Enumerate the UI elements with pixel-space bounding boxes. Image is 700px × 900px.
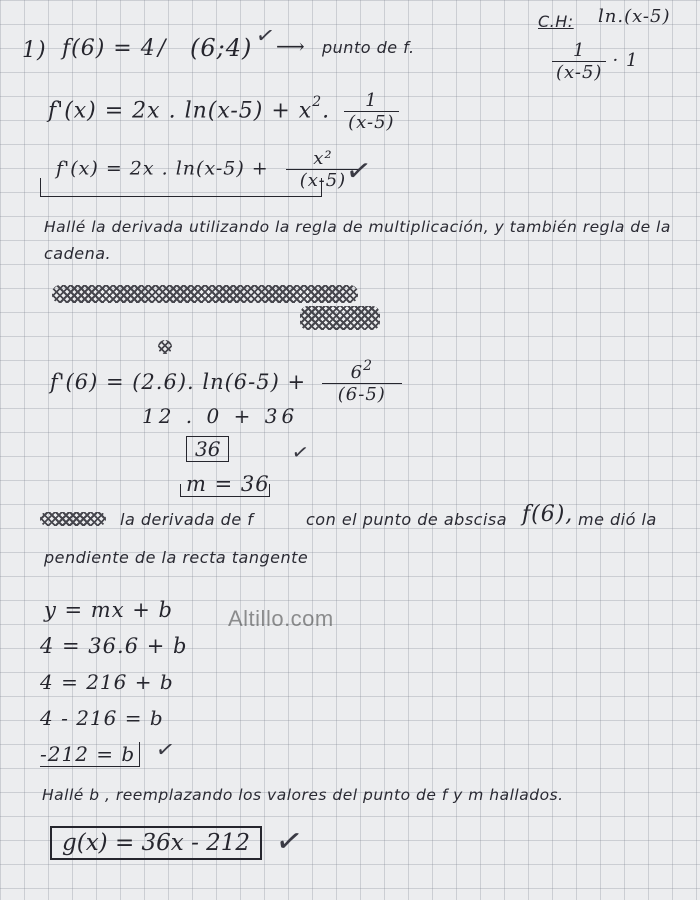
eval-num	[322, 358, 402, 384]
explanation-2-line-1c: f(6),	[522, 502, 574, 527]
scribble-mark	[300, 306, 380, 330]
explanation-2-line-1a: la derivada de f	[120, 510, 254, 529]
explanation-3: Hallé b , reemplazando los valores del punto de f y m hallados.	[42, 786, 564, 804]
explanation-1-line-1: Hallé la derivada utilizando la regla de multiplicación, y también regla de la	[44, 218, 671, 236]
derivative1-den: (x-5)	[348, 112, 395, 133]
f6-value: f(6) = 4	[62, 36, 156, 61]
equation-line: 4 = 216 + b	[40, 670, 174, 694]
equation-line: 4 = 36.6 + b	[40, 634, 188, 658]
derivative-line-1	[48, 90, 399, 133]
derivative1-lhs: f'(x) = 2x . ln(x-5) + x	[48, 98, 313, 124]
check-icon: ✓	[253, 22, 277, 51]
eval-terms: 12 . 0 + 36	[142, 404, 299, 428]
watermark-logo: Altillo.com	[228, 606, 334, 631]
check-icon: ✓	[343, 152, 374, 191]
eval-lhs: f'(6) = (2.6). ln(6-5) +	[50, 370, 307, 394]
eval-den: (6-5)	[337, 384, 386, 405]
derivative1-exp: 2	[312, 93, 323, 110]
item-number: 1)	[22, 38, 47, 63]
point-note: punto de f.	[322, 38, 415, 57]
header-fraction	[546, 40, 638, 83]
header-frac-num: 1	[552, 40, 606, 62]
derivative1-num: 1	[344, 90, 398, 112]
arrow-icon: ⟶	[276, 34, 306, 58]
evaluation-line	[50, 358, 402, 405]
separator-slash: /	[158, 36, 167, 61]
scribble-mark	[158, 340, 172, 354]
scribble-mark	[40, 512, 106, 526]
explanation-2-line-1b: con el punto de abscisa	[306, 510, 508, 529]
final-answer: g(x) = 36x - 212	[50, 826, 262, 860]
explanation-2-line-2: pendiente de la recta tangente	[44, 548, 309, 567]
scribble-mark	[52, 285, 358, 303]
check-icon: ✓	[272, 819, 306, 863]
derivative-bracket	[40, 178, 322, 197]
header-label: C.H:	[538, 12, 574, 31]
check-icon: ✓	[153, 736, 177, 765]
derivative2-den: (x-5)	[299, 170, 347, 191]
explanation-2-line-1d: me dió la	[578, 510, 657, 529]
eval-num-base: 6	[350, 362, 364, 383]
derivative2-num: x²	[286, 148, 360, 170]
header-expr: ln.(x-5)	[598, 6, 671, 27]
point-coordinates: (6;4)	[190, 34, 253, 62]
header-frac-den: (x-5)	[556, 62, 603, 83]
boxed-value: 36	[186, 436, 229, 462]
header-times: · 1	[612, 50, 639, 71]
eval-num-exp: 2	[363, 358, 373, 374]
slope-bracket	[180, 484, 270, 497]
derivative1-dot: .	[322, 98, 331, 124]
equation-line: 4 - 216 = b	[40, 706, 164, 730]
check-icon: ✓	[290, 438, 311, 466]
derivative2-lhs: f'(x) = 2x . ln(x-5) +	[56, 157, 269, 180]
explanation-1-line-2: cadena.	[44, 244, 112, 263]
slope-value: m = 36	[186, 472, 270, 496]
equation-line: -212 = b	[40, 742, 140, 767]
equation-line: y = mx + b	[44, 598, 173, 622]
